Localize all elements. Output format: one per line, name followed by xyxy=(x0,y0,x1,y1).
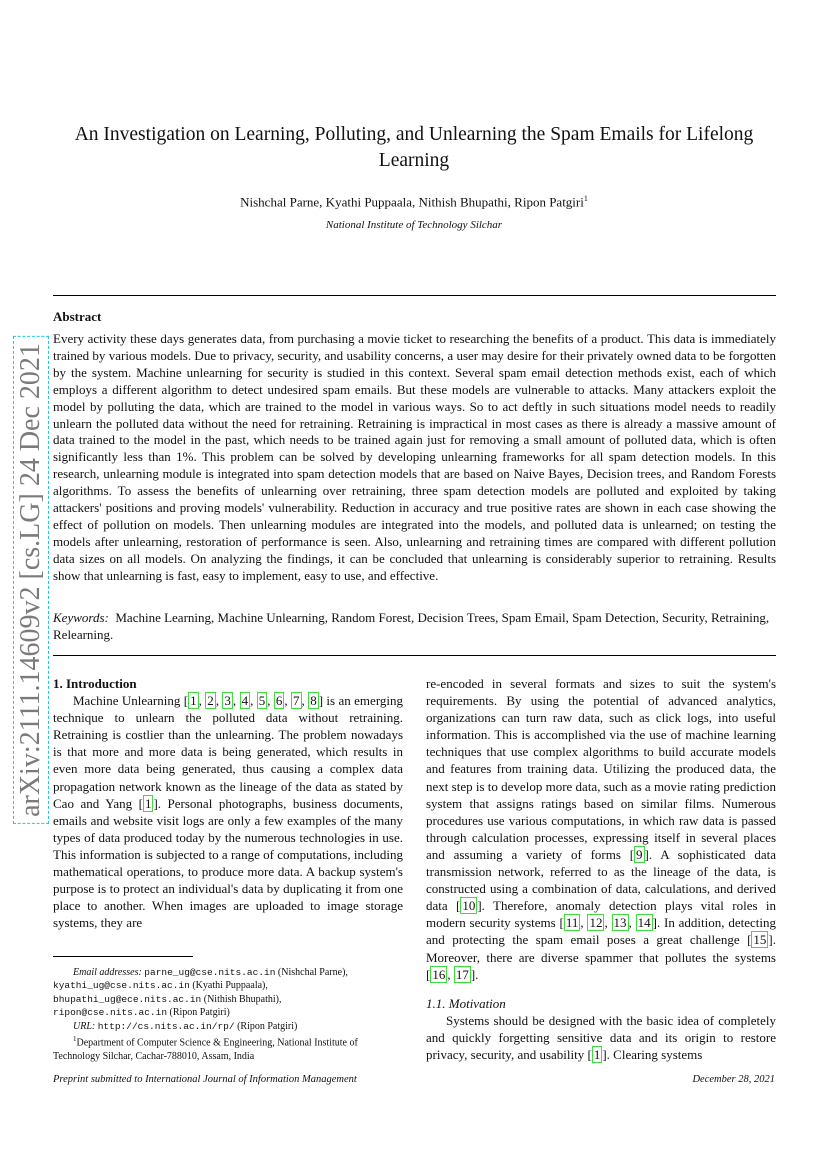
citation-link[interactable]: 17 xyxy=(455,966,469,982)
intro-paragraph-2: re-encoded in several formats and sizes to suit the system's requirements. By using the potential of advanced analytics, organizations can turn raw data, such as click logs, into useful information. This is accomplished via the use of machine learning techniques that use complex algorithms to build accurate models and features from training data. Utilizing the produced data, the next step is to develop more data, such as a movie rating prediction system that assigns ratings based on similar films. Numerous procedures use various computations, in which raw data is passed through calculation processes, expressing itself in several places and assuming a variety of forms [ 9 ]. A sophisticated data transmission network, referred to as the lineage of the data, is constructed using a combination of data, calculations, and derived data [ 10 ]. Therefore, anomaly detection plays vital roles in modern security systems [ 11 , 12 , 13 , 14 ]. In addition, detecting and protecting the spam email poses a great challenge [ 15 ]. Moreover, there are diverse spammer that pollutes the systems [ 16 , 17 ]. xyxy=(426,676,777,982)
email-owner: (Nithish Bhupathi), xyxy=(203,993,282,1005)
left-column xyxy=(53,675,403,931)
motivation-paragraph xyxy=(426,1012,776,1063)
intro-p2-text-e: ]. Moreover, there are diverse spammer that pollutes the systems [ xyxy=(426,932,776,982)
top-rule xyxy=(53,295,776,296)
citation-link[interactable]: 12 xyxy=(589,915,603,931)
arxiv-stamp-text[interactable]: arXiv:2111.14609v2 [cs.LG] 24 Dec 2021 xyxy=(13,336,49,824)
citation-link[interactable]: 7 xyxy=(293,693,300,709)
citation-link[interactable]: 4 xyxy=(241,693,249,709)
email-link[interactable]: bhupathi_ug@ece.nits.ac.in xyxy=(53,993,202,1005)
intro-p1-text-b: ] is an emerging technique to unlearn the polluted data without retraining. Retraining is costlier than the unlearning. The problem nowadays is that more and more data is being generated, which results in even more data being generated, thus causing a complex data propagation network known as the lineage of the data as stated by Cao and Yang [ xyxy=(53,693,404,811)
keywords-label: Keywords: xyxy=(53,610,109,625)
citation-link[interactable]: 3 xyxy=(224,693,231,709)
email-owner: (Kyathi Puppaala), xyxy=(192,980,268,992)
citation-link[interactable]: 1 xyxy=(593,1046,601,1062)
email-footnote xyxy=(53,966,403,979)
email-footnote-line xyxy=(53,979,403,992)
url-owner: (Ripon Patgiri) xyxy=(237,1020,298,1032)
citation-link[interactable]: 13 xyxy=(613,915,627,931)
citation-link[interactable]: 10 xyxy=(462,898,476,914)
keywords xyxy=(53,610,776,644)
motivation-heading: 1.1. Motivation xyxy=(426,995,506,1011)
dept-text: Department of Computer Science & Engineering, National Institute of Technology Silchar, Cachar-788010, Assam, India xyxy=(53,1037,358,1062)
author-footnote-mark: 1 xyxy=(583,194,588,203)
footer-preprint-note: Preprint submitted to International Journal of Information Management xyxy=(53,1074,357,1085)
intro-p2-text-a: re-encoded in several formats and sizes to suit the system's requirements. By using the potential of advanced analytics, organizations can turn raw data, such as click logs, into useful information. This is accomplished via the use of machine learning techniques that use complex algorithms to build accurate models and features from training data. Utilizing the produced data, the next step is to develop more data, such as a movie rating prediction system that assigns ratings based on similar films. Numerous procedures use various computations, in which raw data is passed through calculation processes, expressing itself in several places and assuming a variety of forms [ xyxy=(426,676,776,862)
email-footnote-line xyxy=(53,993,403,1006)
abstract-text: Every activity these days generates data, from purchasing a movie ticket to researching the benefits of a product. This data is immediately trained by various models. Due to privacy, security, and usability concerns, a user may desire for their privately owned data to be forgotten by the system. Machine unlearning for security is studied in this context. Several spam email detection methods exist, each of which employs a different algorithm to detect undesired spam emails. But these models are vulnerable to attacks. Many attackers exploit the model by polluting the data, which are trained to the model in various ways. So to act deftly in such situations model needs to readily unlearn the polluted data without the need for retraining. Retraining is impractical in most cases as there is already a massive amount of data trained to the model in the past, which needs to be trained again just for removing a small amount of polluted data, which is often significantly less than 1%. This problem can be solved by developing unlearning frameworks for all spam detection models. In this research, unlearning module is integrated into spam detection models that are based on Naive Bayes, Decision trees, and Random Forests algorithms. To assess the benefits of unlearning over retraining, three spam detection models are polluted and exploited by taking attackers' positions and proving models' vulnerability. Reduction in accuracy and true positive rates are shown in each case showing the effect of pollution on models. Then unlearning modules are integrated into the models, and polluted data is unlearned; on testing the models after unlearning, restoration of performance is seen. Also, unlearning and retraining times are compared with different pollution data sizes on all models. On analyzing the findings, it can be concluded that unlearning is considerably superior to retraining. Results show that unlearning is fast, easy to implement, easy to use, and effective. xyxy=(53,331,776,583)
author-list xyxy=(60,194,768,210)
abstract-heading: Abstract xyxy=(53,309,102,324)
intro-p1-text-a: Machine Unlearning [ xyxy=(73,693,189,709)
email-owner: (Ripon Patgiri) xyxy=(169,1007,230,1019)
footnotes xyxy=(53,966,403,1063)
citation-link[interactable]: 14 xyxy=(637,915,651,931)
authors-text: Nishchal Parne, Kyathi Puppaala, Nithish Bhupathi, Ripon Patgiri xyxy=(240,194,584,210)
right-column xyxy=(426,675,776,1063)
url-footnote xyxy=(53,1020,403,1033)
email-link[interactable]: ripon@cse.nits.ac.in xyxy=(53,1007,168,1019)
email-owner: (Nishchal Parne), xyxy=(277,967,348,978)
citation-link[interactable]: 2 xyxy=(207,693,214,709)
email-footnote-line xyxy=(53,1006,403,1019)
citation-link[interactable]: 16 xyxy=(432,966,446,982)
footnote-rule xyxy=(53,956,193,957)
citation-link[interactable]: 9 xyxy=(636,846,643,862)
mid-rule xyxy=(53,655,776,656)
paper-title: An Investigation on Learning, Polluting, and Unlearning the Spam Emails for Lifelong Learning xyxy=(74,124,754,171)
motivation-text-a: Systems should be designed with the basic idea of completely and quickly forgetting sensitive data and its origin to restore privacy, security, and usability [ xyxy=(426,1012,776,1062)
url-label: URL: xyxy=(73,1020,96,1032)
dept-footnote-mark: 1 xyxy=(73,1035,77,1044)
intro-paragraph-1: Machine Unlearning [ 1 , 2 , 3 , 4 , 5 , 6 , 7 , 8 ] is an emerging technique to unlearn the polluted data without retraining. Retraining is costlier than the unlearning. The problem nowadays is that more and more data is being generated, which results in even more data being generated, thus causing a complex data propagation network known as the lineage of the data as stated by Cao and Yang [ 1 ]. Personal photographs, business documents, emails and website visit logs are only a few examples of the many types of data produced today by the numerous technologies in use. This information is subjected to a range of computations, including mathematical operations, to produce more data. A backup system's purpose is to protect an individual's data by duplicating it from one place to another. When images are uploaded to image storage systems, they are xyxy=(53,693,404,931)
email-link[interactable]: parne_ug@cse.nits.ac.in xyxy=(144,967,276,978)
citation-link[interactable]: 11 xyxy=(565,915,579,931)
dept-footnote xyxy=(53,1033,403,1063)
email-label: Email addresses: xyxy=(73,967,142,978)
url-link[interactable]: http://cs.nits.ac.in/rp/ xyxy=(97,1020,235,1032)
intro-heading: 1. Introduction xyxy=(53,676,137,691)
intro-p2-text-d: ]. In addition, detecting and protecting the spam email poses a great challenge [ xyxy=(426,915,776,948)
email-link[interactable]: kyathi_ug@cse.nits.ac.in xyxy=(53,980,190,992)
keywords-text: Machine Learning, Machine Unlearning, Random Forest, Decision Trees, Spam Email, Spam Detection, Security, Retraining, Relearning. xyxy=(53,610,770,642)
footer-date: December 28, 2021 xyxy=(692,1074,775,1085)
motivation-text-b: ]. Clearing systems xyxy=(602,1046,703,1062)
citation-link[interactable]: 8 xyxy=(310,693,317,709)
arxiv-stamp[interactable] xyxy=(14,330,48,830)
citation-link[interactable]: 6 xyxy=(275,693,283,709)
citation-link[interactable]: 5 xyxy=(258,693,266,709)
citation-link[interactable]: 1 xyxy=(144,795,152,811)
intro-p2-text-f: ]. xyxy=(470,966,479,982)
intro-p1-text-c: ]. Personal photographs, business documents, emails and website visit logs are only a few examples of the many types of data produced today by the numerous technologies in use. This information is subjected to a range of computations, including mathematical operations, to produce more data. A backup system's purpose is to protect an individual's data by duplicating it from one place to another. When images are uploaded to image storage systems, they are xyxy=(53,795,403,931)
intro-p2-text-c: ]. Therefore, anomaly detection plays vital roles in modern security systems [ xyxy=(426,898,777,931)
intro-p2-text-b: ]. A sophisticated data transmission network, referred to as the lineage of the data, is constructed using a combination of data, calculations, and derived data [ xyxy=(426,846,777,914)
citation-link[interactable]: 15 xyxy=(753,932,767,948)
citation-link[interactable]: 1 xyxy=(190,693,197,709)
affiliation: National Institute of Technology Silchar xyxy=(325,219,503,231)
